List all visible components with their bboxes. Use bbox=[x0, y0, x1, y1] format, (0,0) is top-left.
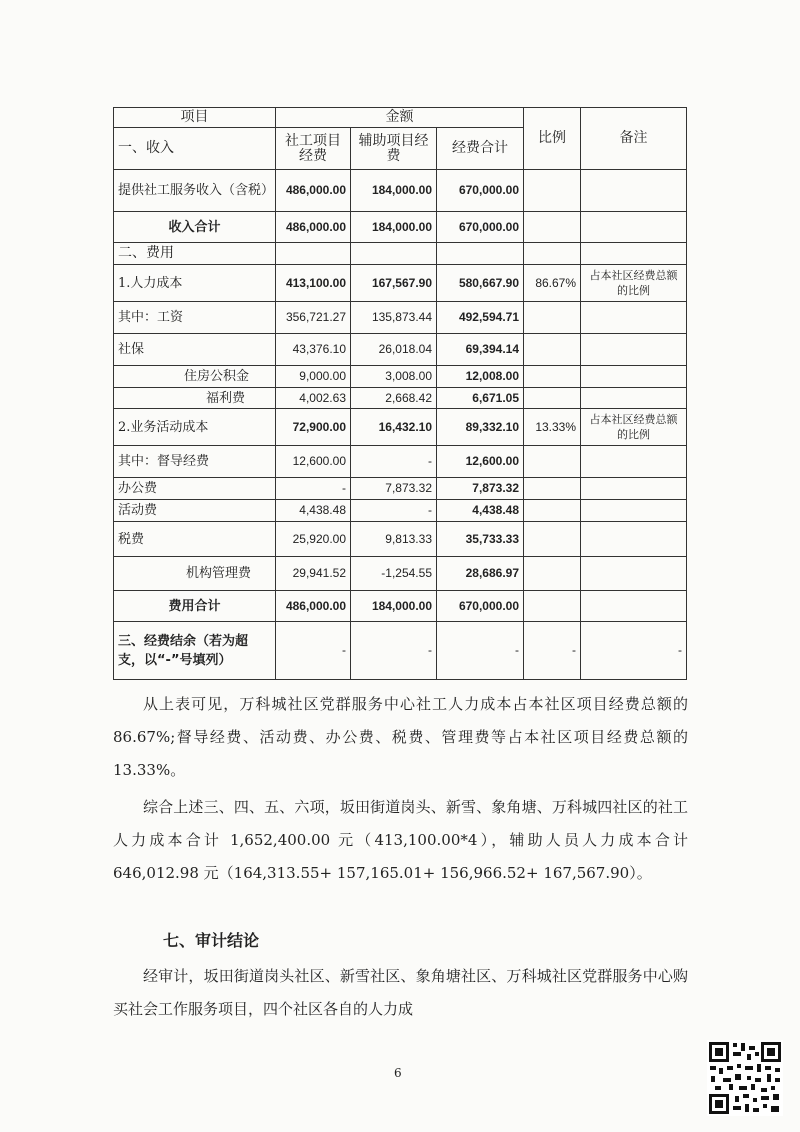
section-heading: 七、审计结论 bbox=[163, 931, 260, 950]
body-text bbox=[113, 688, 688, 890]
table-row: 税费 25,920.00 9,813.33 35,733.33 bbox=[114, 522, 687, 557]
table-row: 办公费 - 7,873.32 7,873.32 bbox=[114, 478, 687, 500]
table-row: 社保 43,376.10 26,018.04 69,394.14 bbox=[114, 334, 687, 366]
conclusion-text bbox=[113, 960, 688, 1026]
table-row: 福利费 4,002.63 2,668.42 6,671.05 bbox=[114, 388, 687, 409]
table-row: 活动费 4,438.48 - 4,438.48 bbox=[114, 500, 687, 522]
paragraph-summary: 从上表可见，万科城社区党群服务中心社工人力成本占本社区项目经费总额的 86.67%;督导经费、活动费、办公费、税费、管理费等占本社区项目经费总额的 13.33%。 bbox=[113, 695, 688, 779]
page-number: 6 bbox=[394, 1066, 402, 1080]
table-row: 二、费用 bbox=[114, 243, 687, 265]
table-row: 其中：督导经费 12,600.00 - 12,600.00 bbox=[114, 446, 687, 478]
table-row: 三、经费结余（若为超支，以“-”号填列） - - - - - bbox=[114, 622, 687, 680]
paragraph-conclusion: 经审计，坂田街道岗头社区、新雪社区、象角塘社区、万科城社区党群服务中心购买社会工作服务项目，四个社区各自的人力成 bbox=[113, 967, 688, 1018]
table-row: 收入合计 486,000.00 184,000.00 670,000.00 bbox=[114, 212, 687, 243]
header-item: 项目 bbox=[114, 108, 276, 128]
header-total: 经费合计 bbox=[437, 128, 524, 170]
table-row: 1.人力成本 413,100.00 167,567.90 580,667.90 86.67% 占本社区经费总额的比例 bbox=[114, 265, 687, 302]
table-row: 2.业务活动成本 72,900.00 16,432.10 89,332.10 13.33% 占本社区经费总额的比例 bbox=[114, 409, 687, 446]
table-row: 机构管理费 29,941.52 -1,254.55 28,686.97 bbox=[114, 557, 687, 591]
income-section-label: 一、收入 bbox=[114, 128, 276, 170]
table-row: 其中：工资 356,721.27 135,873.44 492,594.71 bbox=[114, 302, 687, 334]
header-aux: 辅助项目经费 bbox=[351, 128, 437, 170]
table-row: 提供社工服务收入（含税） 486,000.00 184,000.00 670,000.00 bbox=[114, 170, 687, 212]
header-ratio: 比例 bbox=[524, 108, 581, 170]
qr-code-icon bbox=[707, 1040, 783, 1116]
paragraph-totals: 综合上述三、四、五、六项，坂田街道岗头、新雪、象角塘、万科城四社区的社工人力成本合计 1,652,400.00 元（413,100.00*4），辅助人员人力成本合计 646,012.98 元（164,313.55+ 157,165.01+ 156,966.52+ 167,567.90）。 bbox=[113, 798, 688, 882]
expense-table bbox=[113, 107, 687, 680]
table-row: 住房公积金 9,000.00 3,008.00 12,008.00 bbox=[114, 366, 687, 388]
header-social: 社工项目经费 bbox=[276, 128, 351, 170]
header-amount: 金额 bbox=[276, 108, 524, 128]
table-row: 费用合计 486,000.00 184,000.00 670,000.00 bbox=[114, 591, 687, 622]
header-remark: 备注 bbox=[581, 108, 687, 170]
